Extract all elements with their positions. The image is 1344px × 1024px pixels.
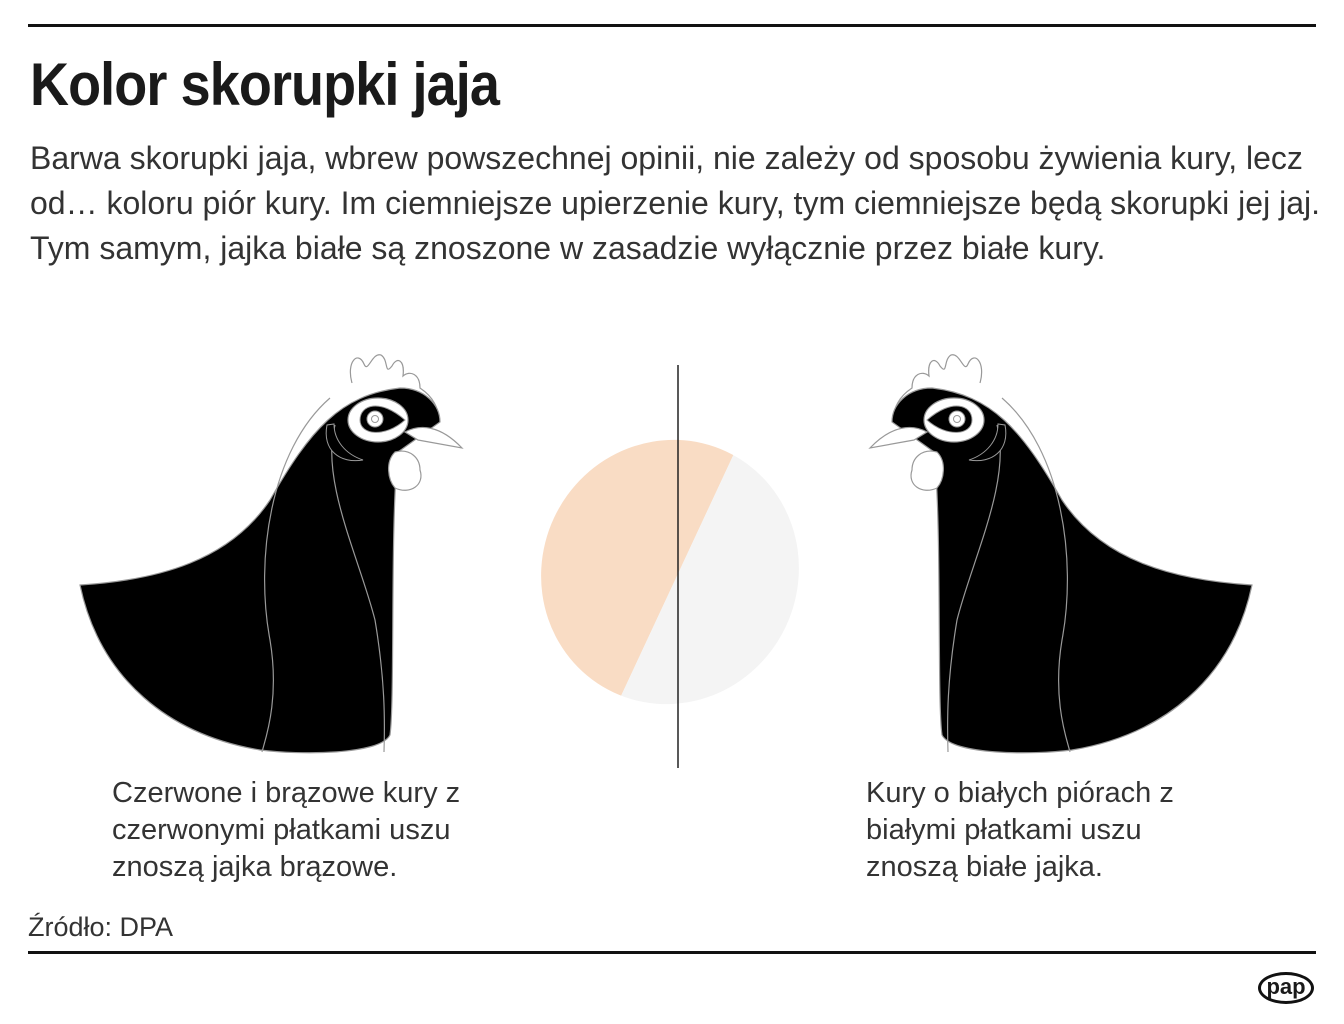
- source-label: Źródło: DPA: [28, 912, 174, 942]
- bottom-rule: [28, 951, 1316, 954]
- lead-text: Barwa skorupki jaja, wbrew powszechnej opinii, nie zależy od sposobu żywienia kury, lecz od… koloru piór kury. Im ciemniejsze upierzenie kury, tym ciemniejsze będą skorupki jej jaj. Tym samym, jajka białe są znoszone w zasadzie wyłącznie przez białe kury.: [30, 140, 1320, 266]
- logo-text: pap: [1266, 974, 1306, 999]
- pap-logo: [1258, 972, 1314, 1004]
- white-hen: [870, 355, 1272, 770]
- page-title: Kolor skorupki jaja: [30, 51, 500, 118]
- brown-hen: [60, 355, 462, 770]
- white-hen-caption: Kury o białych piórach z białymi płatkami uszu znoszą białe jajka.: [866, 777, 1174, 883]
- brown-hen-caption: Czerwone i brązowe kury z czerwonymi płatkami uszu znoszą jajka brązowe.: [112, 777, 461, 883]
